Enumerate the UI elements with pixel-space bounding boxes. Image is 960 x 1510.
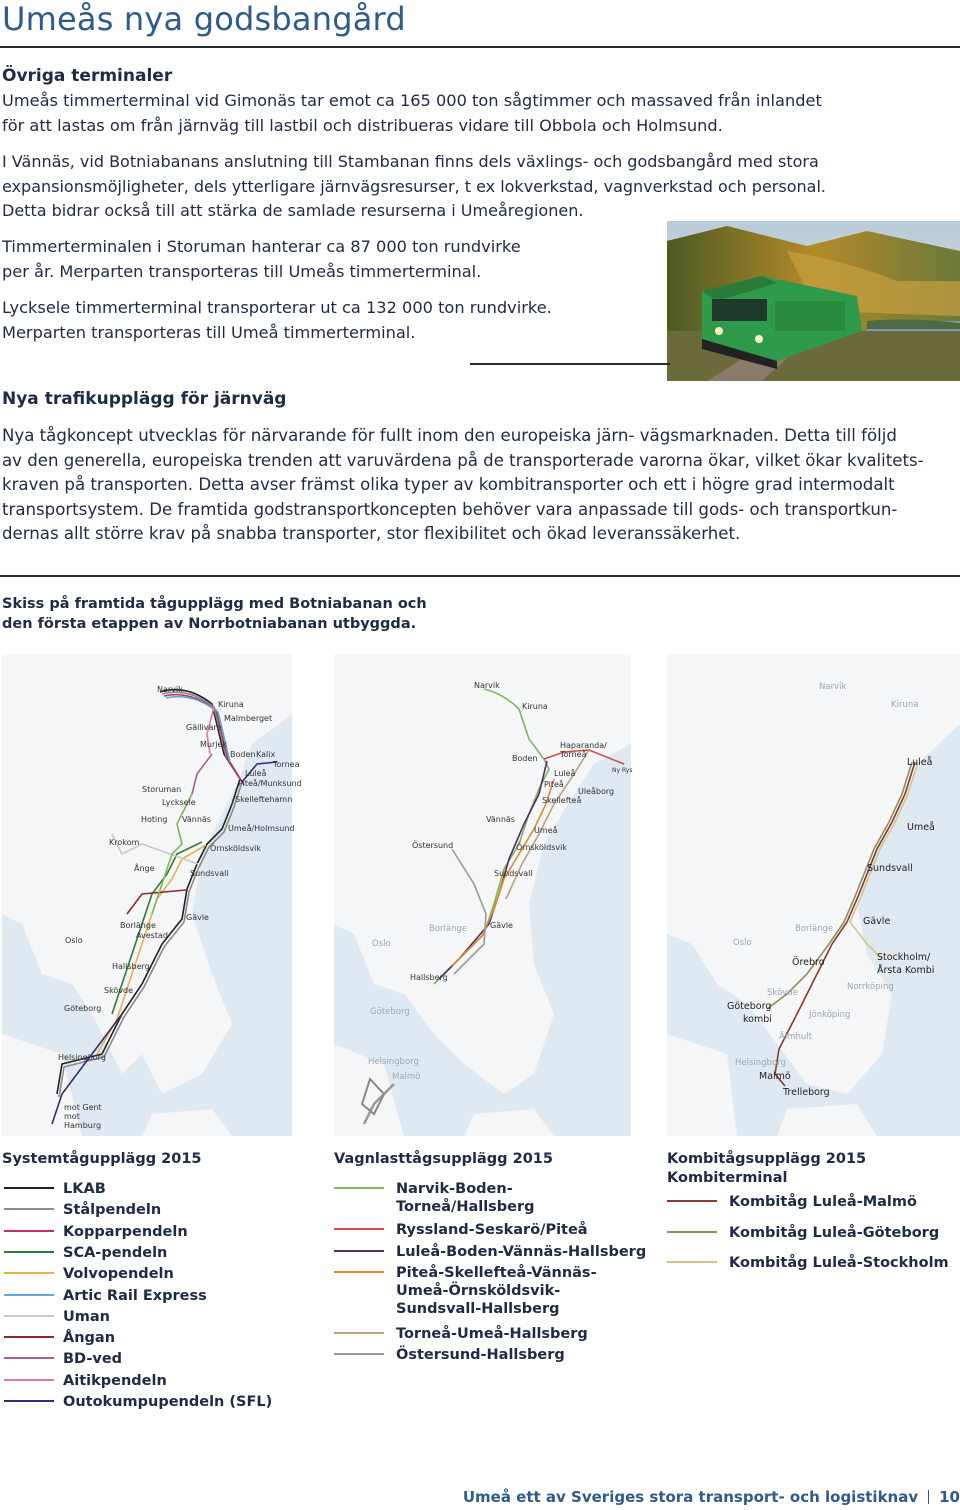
map2-label-gavle: Gävle bbox=[490, 921, 513, 930]
legend-label: Piteå-Skellefteå-Vännäs- Umeå-Örnsköldsvik- Sundsvall-Hallsberg bbox=[396, 1265, 597, 1317]
map3-label-malmo: Malmö bbox=[759, 1071, 791, 1082]
map1-label-boden: Boden bbox=[230, 750, 256, 759]
map2-label-tornea: Torneå bbox=[560, 750, 587, 759]
map3-label-kiruna: Kiruna bbox=[891, 700, 919, 710]
map1-label-tornea: Tornea bbox=[273, 760, 300, 769]
legend-swatch bbox=[4, 1187, 54, 1189]
map1-label-avesta: Avestad bbox=[136, 931, 168, 940]
paragraph-vannas: I Vännäs, vid Botniabanans anslutning till Stambanan finns dels växlings- och godsbangård med stora expansionsmöjligheter, dels ytterligare järnvägsresurser, t ex lokverkstad, vagnverkstad och personal. Detta bidrar också till att stärka de samlade resurserna i Umeåregionen. bbox=[2, 152, 826, 220]
section-heading-nya: Nya trafikupplägg för järnväg bbox=[2, 389, 287, 409]
paragraph-storuman: Timmerterminalen i Storuman hanterar ca 87 000 ton rundvirke per år. Merparten transporteras till Umeås timmerterminal. bbox=[2, 237, 521, 281]
legend-label: Volvopendeln bbox=[63, 1266, 174, 1283]
legend-swatch bbox=[334, 1353, 384, 1355]
map1-label-gallivare: Gällivare bbox=[186, 723, 222, 732]
legend-label: Luleå-Boden-Vännäs-Hallsberg bbox=[396, 1243, 647, 1260]
map2-label-ornskoldsvik: Örnsköldsvik bbox=[516, 843, 567, 852]
legend-label: Kombitåg Luleå-Stockholm bbox=[729, 1255, 949, 1271]
map1-label-kalix: Kalix bbox=[256, 750, 276, 759]
legend-label: Outokumpupendeln (SFL) bbox=[63, 1394, 273, 1410]
map1-label-ange: Ånge bbox=[134, 864, 155, 873]
map1-label-murjek: Murjek bbox=[200, 740, 228, 749]
map1-label-narvik: Narvik bbox=[157, 685, 183, 694]
map1-label-helsingborg: Helsingborg bbox=[58, 1053, 106, 1062]
photo-divider bbox=[470, 363, 670, 365]
legend-label: Ryssland-Seskarö/Piteå bbox=[396, 1222, 588, 1238]
map1-label-ornskoldsvik: Örnsköldsvik bbox=[210, 844, 261, 853]
page-footer bbox=[463, 1488, 960, 1506]
map3-label-helsingborg: Helsingborg bbox=[735, 1058, 786, 1068]
map2-label-nyrys: Ny Rys bbox=[612, 767, 633, 774]
map1-label-sundsvall: Sundsvall bbox=[190, 869, 229, 878]
legend-kombi-title: Kombitågsupplägg 2015 Kombiterminal bbox=[667, 1151, 867, 1186]
map1-label-hamburg: Hamburg bbox=[64, 1121, 102, 1130]
map3-label-borlange: Borlänge bbox=[795, 924, 834, 934]
map1-label-lulea: Luleå bbox=[245, 769, 267, 778]
map3-label-goteborg: Göteborg bbox=[727, 1001, 772, 1012]
map2-label-borlange: Borlänge bbox=[429, 924, 468, 934]
map1-label-kiruna: Kiruna bbox=[218, 700, 244, 709]
map1-label-mot: mot bbox=[64, 1112, 80, 1121]
map3-label-lulea: Luleå bbox=[907, 757, 933, 768]
map1-label-hoting: Hoting bbox=[141, 815, 168, 824]
map2-label-uleaborg: Uleåborg bbox=[578, 787, 615, 796]
legend-label: Aitikpendeln bbox=[63, 1372, 167, 1389]
map3-label-orebro: Örebro bbox=[792, 957, 825, 968]
map2-label-oslo: Oslo bbox=[372, 939, 391, 949]
legend-label: Stålpendeln bbox=[63, 1202, 162, 1219]
map1-label-vannas: Vännäs bbox=[182, 815, 211, 824]
legend-label: Kombitåg Luleå-Malmö bbox=[729, 1194, 917, 1210]
map1-label-mot-gent: mot Gent bbox=[64, 1103, 102, 1112]
map1-label-umea: Umeå/Holmsund bbox=[228, 824, 295, 833]
map-kombi bbox=[667, 654, 960, 1136]
map1-label-oslo: Oslo bbox=[65, 936, 83, 945]
map-caption: Skiss på framtida tågupplägg med Botniabanan och den första etappen av Norrbotniabanan utbyggda. bbox=[2, 596, 427, 632]
legend-label: LKAB bbox=[63, 1181, 106, 1197]
legend-swatch bbox=[334, 1187, 384, 1189]
legend-label: Ångan bbox=[63, 1330, 116, 1347]
legend-system-title: Systemtågupplägg 2015 bbox=[2, 1151, 202, 1167]
map2-label-umea: Umeå bbox=[534, 826, 558, 835]
map1-label-hallsberg: Hallsberg bbox=[112, 962, 150, 971]
map2-label-narvik: Narvik bbox=[474, 681, 500, 690]
legend-swatch bbox=[4, 1230, 54, 1232]
map1-label-borlange: Borlänge bbox=[120, 921, 156, 930]
legend-swatch bbox=[4, 1400, 54, 1402]
map2-label-haparanda: Haparanda/ bbox=[560, 741, 607, 750]
legend-swatch bbox=[334, 1332, 384, 1334]
map3-label-gavle: Gävle bbox=[863, 916, 891, 927]
paragraph-lycksele: Lycksele timmerterminal transporterar ut ca 132 000 ton rundvirke. Merparten transporteras till Umeå timmerterminal. bbox=[2, 298, 552, 342]
map2-label-goteborg: Göteborg bbox=[370, 1007, 410, 1017]
map1-label-goteborg: Göteborg bbox=[64, 1004, 102, 1013]
map1-label-gavle: Gävle bbox=[186, 913, 209, 922]
paragraph-gimonas: Umeås timmerterminal vid Gimonäs tar emot ca 165 000 ton sågtimmer och massaved från inlandet för att lastas om från järnväg till lastbil och distribueras vidare till Obbola och Holmsund. bbox=[2, 91, 822, 135]
map1-label-krokom: Krokom bbox=[109, 838, 140, 847]
legend-swatch bbox=[667, 1231, 717, 1233]
legend-swatch bbox=[334, 1271, 384, 1273]
map2-label-pitea: Piteå bbox=[544, 780, 564, 789]
legend-swatch bbox=[4, 1357, 54, 1359]
map3-label-norrkoping: Norrköping bbox=[847, 982, 894, 992]
map3-label-trelleborg: Trelleborg bbox=[783, 1087, 830, 1098]
title-divider bbox=[0, 46, 960, 48]
legend-label: Narvik-Boden- Torneå/Hallsberg bbox=[396, 1181, 535, 1215]
legend-vagn-title: Vagnlasttågsupplägg 2015 bbox=[334, 1151, 553, 1167]
map-vagnlast bbox=[334, 654, 631, 1136]
legend-swatch bbox=[4, 1336, 54, 1338]
map2-label-kiruna: Kiruna bbox=[522, 702, 548, 711]
map3-label-kombi: kombi bbox=[743, 1014, 772, 1025]
map2-label-vannas: Vännäs bbox=[486, 815, 515, 824]
map2-label-boden: Boden bbox=[512, 754, 538, 763]
map1-label-skovde: Skövde bbox=[104, 986, 134, 995]
map3-label-narvik: Narvik bbox=[819, 682, 847, 692]
map1-label-skelleftehamn: Skelleftehamn bbox=[235, 795, 293, 804]
map3-label-stockholm: Stockholm/ bbox=[877, 952, 931, 963]
map1-label-malmberget: Malmberget bbox=[224, 714, 273, 723]
footer-text: Umeå ett av Sveriges stora transport- och logistiknav bbox=[462, 1488, 919, 1506]
legend-swatch bbox=[4, 1208, 54, 1210]
page-number: 10 bbox=[939, 1488, 960, 1506]
map3-label-oslo: Oslo bbox=[733, 938, 752, 948]
legend-label: Uman bbox=[63, 1308, 110, 1325]
map3-label-jonkoping: Jönköping bbox=[809, 1010, 851, 1020]
map3-label-skovde: Skövde bbox=[767, 988, 798, 998]
map2-label-helsingborg: Helsingborg bbox=[368, 1057, 419, 1067]
map2-label-ostersund: Östersund bbox=[412, 841, 454, 850]
map3-label-arsta: Årsta Kombi bbox=[877, 965, 935, 976]
section-heading-ovriga: Övriga terminaler bbox=[2, 66, 173, 86]
map1-label-pitea: Piteå/Munksund bbox=[238, 779, 302, 788]
legend-label: Kombitåg Luleå-Göteborg bbox=[729, 1224, 940, 1241]
legend-label: BD-ved bbox=[63, 1351, 123, 1368]
legend-swatch bbox=[334, 1228, 384, 1230]
legend-label: Kopparpendeln bbox=[63, 1223, 188, 1240]
map3-label-umea: Umeå bbox=[907, 822, 935, 833]
map3-label-sundsvall: Sundsvall bbox=[867, 863, 913, 874]
legend-swatch bbox=[4, 1294, 54, 1296]
legend-label: Torneå-Umeå-Hallsberg bbox=[396, 1325, 588, 1342]
legend-swatch bbox=[4, 1272, 54, 1274]
map3-label-almhult: Älmhult bbox=[779, 1032, 812, 1042]
footer-separator bbox=[928, 1490, 929, 1504]
legend-label: Artic Rail Express bbox=[63, 1287, 207, 1304]
legend-swatch bbox=[4, 1315, 54, 1317]
map1-label-lycksele: Lycksele bbox=[162, 798, 196, 807]
train-photo bbox=[667, 221, 960, 381]
legend-swatch bbox=[334, 1250, 384, 1252]
map2-label-skelleftea: Skellefteå bbox=[542, 796, 582, 805]
legend-label: SCA-pendeln bbox=[63, 1244, 168, 1261]
legend-swatch bbox=[4, 1379, 54, 1381]
map2-label-hallsberg: Hallsberg bbox=[410, 973, 448, 982]
map2-label-lulea: Luleå bbox=[554, 769, 576, 778]
legend-swatch bbox=[667, 1200, 717, 1202]
map1-label-storuman: Storuman bbox=[142, 785, 182, 794]
legend-swatch bbox=[4, 1251, 54, 1253]
map2-label-malmo: Malmö bbox=[392, 1072, 421, 1082]
legend-label: Östersund-Hallsberg bbox=[396, 1347, 565, 1363]
paragraph-nya: Nya tågkoncept utvecklas för närvarande för fullt inom den europeiska järn- vägsmarknaden. Detta till följd av den generella, europeiska trenden att varuvärdena på de transporterade varorna ökar, vilket ökar kvalitets- kraven på transporten. Detta avser främst olika typer av kombitransporter och ett i högre grad intermodalt transportsystem. De framtida godstransportkoncepten behöver vara anpassade till gods- och transportkun- dernas allt större krav på snabba transporter, stor flexibilitet och ökad leveranssäkerhet. bbox=[2, 426, 924, 543]
map-systemtag bbox=[2, 654, 302, 1136]
legend-swatch bbox=[667, 1261, 717, 1263]
section-divider bbox=[0, 575, 960, 577]
map2-label-sundsvall: Sundsvall bbox=[494, 869, 533, 878]
page-title: Umeås nya godsbangård bbox=[2, 0, 406, 38]
